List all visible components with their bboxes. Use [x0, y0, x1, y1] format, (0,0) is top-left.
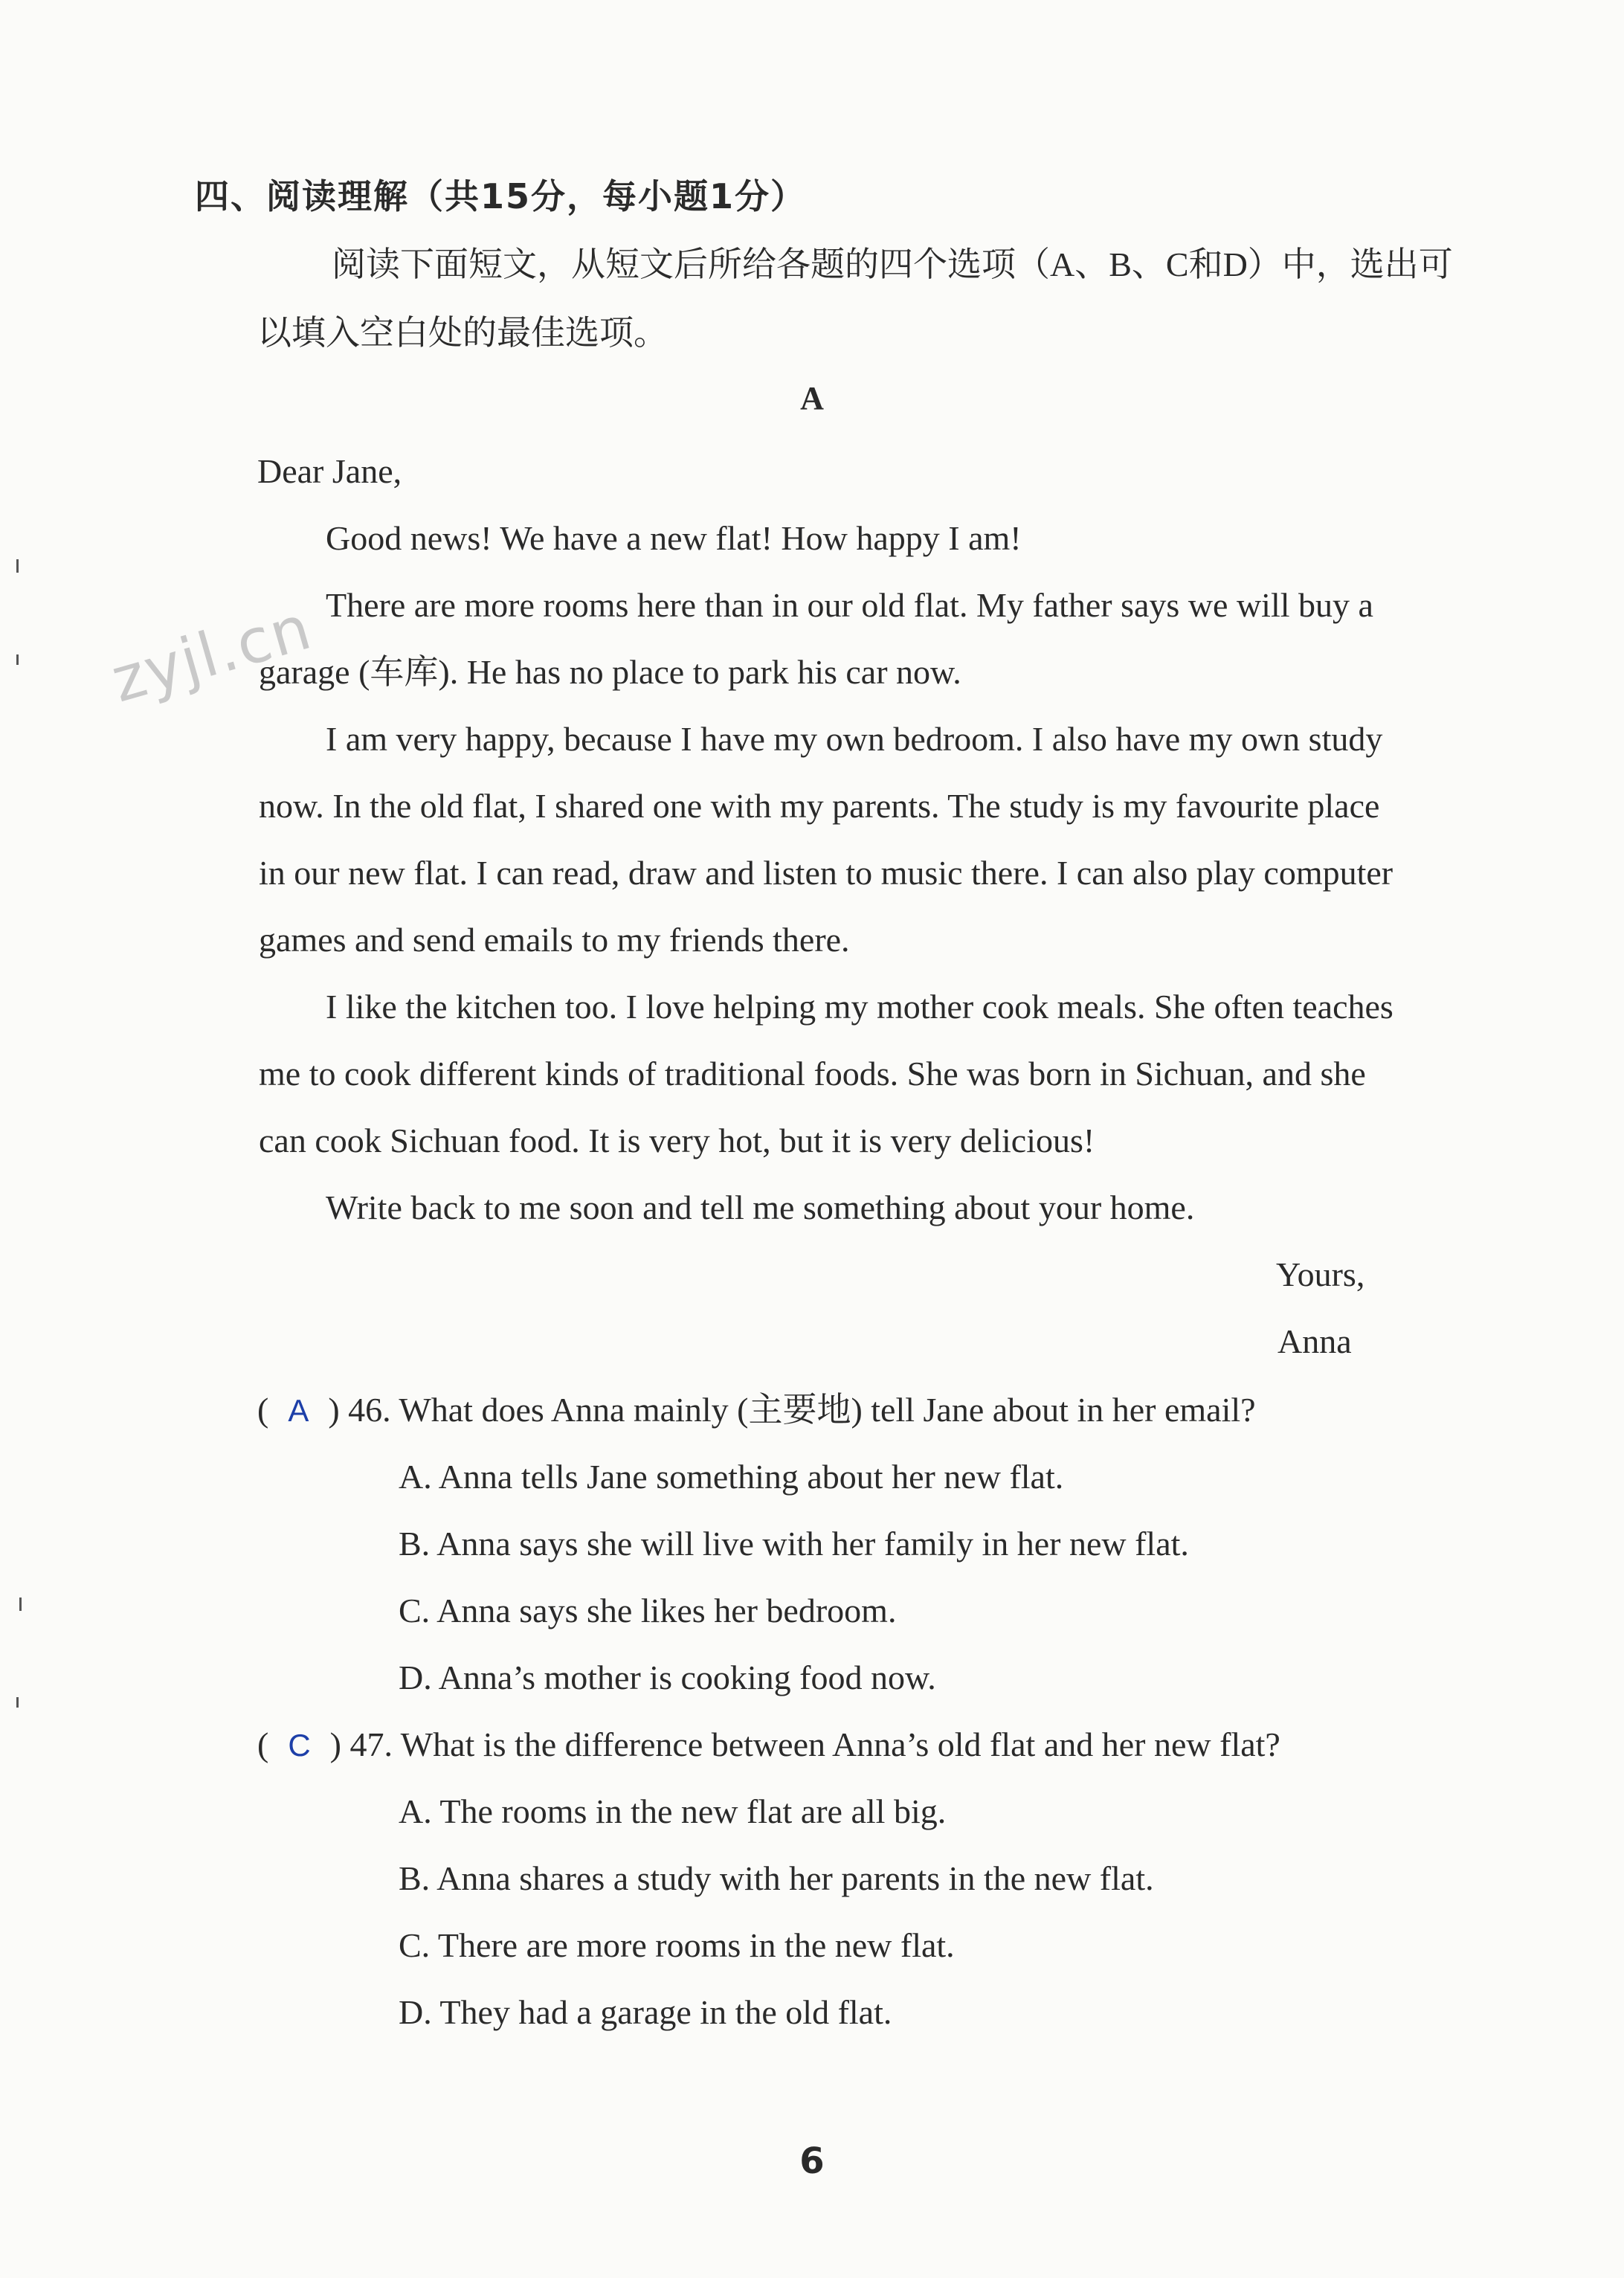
option-a: A. Anna tells Jane something about her new flat.	[399, 1458, 1064, 1496]
scan-speck	[16, 559, 19, 573]
passage-label: A	[800, 380, 824, 416]
answer-mark: A	[288, 1393, 309, 1428]
question-stem: 46. What does Anna mainly (主要地) tell Jane about in her email?	[348, 1391, 1256, 1429]
passage-line: Good news! We have a new flat! How happy I am!	[326, 519, 1022, 557]
passage-line: Write back to me soon and tell me something about your home.	[326, 1188, 1195, 1226]
passage-line: I am very happy, because I have my own bedroom. I also have my own study	[326, 720, 1383, 758]
scan-speck	[16, 1697, 19, 1708]
option-c: C. There are more rooms in the new flat.	[399, 1926, 955, 1964]
instruction-line-1: 阅读下面短文，从短文后所给各题的四个选项（A、B、C和D）中，选出可	[332, 245, 1453, 283]
question-stem: 47. What is the difference between Anna’s old flat and her new flat?	[349, 1725, 1280, 1763]
answer-paren-close: )	[328, 1391, 340, 1429]
passage-line: in our new flat. I can read, draw and listen to music there. I can also play computer	[259, 854, 1393, 892]
passage-line: now. In the old flat, I shared one with my parents. The study is my favourite place	[259, 787, 1380, 825]
option-d: D. They had a garage in the old flat.	[399, 1993, 892, 2031]
passage-line: I like the kitchen too. I love helping my mother cook meals. She often teaches	[326, 988, 1393, 1026]
answer-mark: C	[288, 1728, 311, 1763]
letter-closing: Yours,	[1276, 1255, 1365, 1293]
answer-paren-close: )	[329, 1725, 341, 1763]
option-b: B. Anna shares a study with her parents in the new flat.	[399, 1859, 1154, 1897]
instruction-line-2: 以填入空白处的最佳选项。	[257, 314, 668, 352]
answer-paren-open: (	[257, 1391, 269, 1429]
passage-line: can cook Sichuan food. It is very hot, but it is very delicious!	[259, 1122, 1095, 1159]
question-47	[257, 1722, 1280, 1768]
passage-line: games and send emails to my friends there.	[259, 921, 850, 959]
passage-line: There are more rooms here than in our old flat. My father says we will buy a	[326, 586, 1373, 624]
option-c: C. Anna says she likes her bedroom.	[399, 1592, 897, 1629]
watermark: zyjl.cn	[104, 592, 320, 717]
page-number: 6	[799, 2140, 825, 2182]
question-46	[257, 1388, 1256, 1433]
scan-speck	[19, 1598, 22, 1611]
option-b: B. Anna says she will live with her family in her new flat.	[399, 1525, 1189, 1563]
letter-salutation: Dear Jane,	[257, 452, 402, 490]
answer-paren-open: (	[257, 1725, 269, 1763]
option-a: A. The rooms in the new flat are all big.	[399, 1792, 947, 1830]
scan-speck	[16, 654, 19, 665]
section-heading: 四、阅读理解（共15分，每小题1分）	[195, 176, 807, 216]
passage-line: me to cook different kinds of traditional foods. She was born in Sichuan, and she	[259, 1055, 1366, 1093]
passage-line: garage (车库). He has no place to park his car now.	[259, 653, 961, 691]
option-d: D. Anna’s mother is cooking food now.	[399, 1658, 936, 1696]
letter-signature: Anna	[1277, 1322, 1352, 1360]
